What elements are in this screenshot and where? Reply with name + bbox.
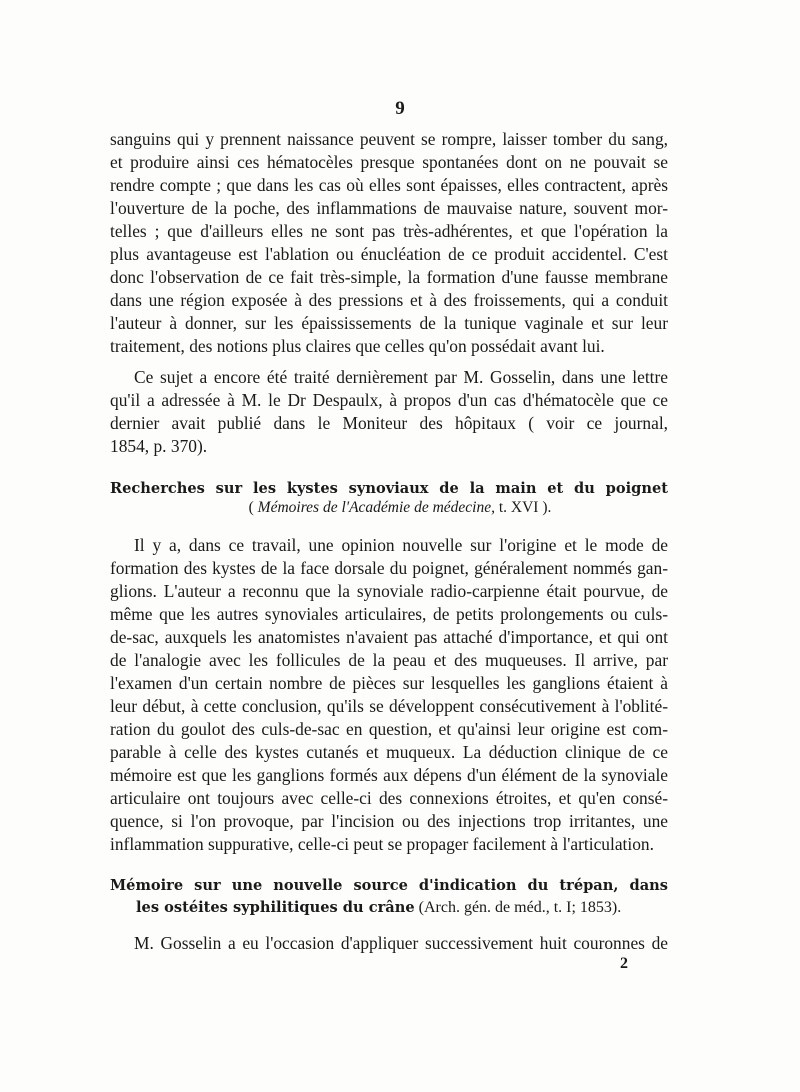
text-line: et produire ainsi ces hématocèles presque spontanées dont on ne pouvait se: [110, 152, 668, 172]
text-line: l'auteur à donner, sur les épaississements de la tunique vaginale et sur leur: [110, 313, 668, 333]
journal-title: Mémoires de l'Académie de médecine,: [257, 499, 495, 516]
text-line: 1854, p. 370).: [110, 436, 208, 456]
text-line: l'examen d'un certain nombre de pièces sur lesquelles les ganglions étaient à: [110, 673, 668, 693]
text-line: dernier avait publié dans le Moniteur des hôpitaux ( voir ce journal,: [110, 413, 668, 433]
text-line: articulaire ont toujours avec celle-ci des connexions étroites, et qu'en consé-: [110, 788, 668, 808]
text-line: qu'il a adressée à M. le Dr Despaulx, à propos d'un cas d'hématocèle que ce: [110, 390, 668, 410]
text-line: quence, si l'on provoque, par l'incision ou des injections trop irritantes, une: [110, 811, 668, 831]
section-reference: ( Mémoires de l'Académie de médecine, t. XVI ).: [248, 499, 552, 516]
text-line: traitement, des notions plus claires que celles qu'on possédait avant lui.: [110, 336, 605, 356]
text-line: inflammation suppurative, celle-ci peut se propager facilement à l'articulation.: [110, 834, 654, 854]
text-line: dans une région exposée à des pressions et à des froissements, qui a conduit: [110, 290, 668, 310]
text-line: Il y a, dans ce travail, une opinion nouvelle sur l'origine et le mode de: [134, 535, 668, 555]
text-line: donc l'observation de ce fait très-simple, la formation d'une fausse membrane: [110, 267, 668, 287]
text-line: ration du goulot des culs-de-sac en question, et qu'ainsi leur origine est com-: [110, 719, 668, 739]
paragraph-kystes-synoviaux: [110, 534, 668, 856]
text-line: mémoire est que les ganglions formés aux dépens d'un élément de la synoviale: [110, 765, 668, 785]
text-line: de l'analogie avec les follicules de la peau et des muqueuses. Il arrive, par: [110, 650, 668, 670]
text-line: sanguins qui y prennent naissance peuvent se rompre, laisser tomber du sang,: [110, 129, 668, 149]
text-line: plus avantageuse est l'ablation ou énucléation de ce produit accidentel. C'est: [110, 244, 668, 264]
signature-mark: 2: [620, 955, 628, 972]
section-heading-trepan-continued: les ostéites syphilitiques du crâne (Arch. gén. de méd., t. I; 1853).: [136, 899, 622, 916]
paragraph-trepan: [110, 932, 668, 955]
text-line: formation des kystes de la face dorsale du poignet, généralement nommés gan-: [110, 558, 668, 578]
text-line: l'ouverture de la poche, des inflammations de mauvaise nature, souvent mor-: [110, 198, 668, 218]
section-reference: (Arch. gén. de méd., t. I; 1853).: [414, 899, 622, 916]
text-line: M. Gosselin a eu l'occasion d'appliquer successivement huit couronnes de: [134, 933, 668, 953]
text-line: parable à celle des kystes cutanés et muqueux. La déduction clinique de ce: [110, 742, 668, 762]
text-line: Ce sujet a encore été traité dernièrement par M. Gosselin, dans une lettre: [134, 367, 668, 387]
page-number: 9: [395, 98, 405, 119]
section-heading-kystes-synoviaux: Recherches sur les kystes synoviaux de la main et du poignet: [110, 480, 668, 497]
text-line: glions. L'auteur a reconnu que la synoviale radio-carpienne était pourvue, de: [110, 581, 668, 601]
text-line: rendre compte ; que dans les cas où elles sont épaisses, elles contractent, après: [110, 175, 668, 195]
text-line: leur début, à cette conclusion, qu'ils se développent consécutivement à l'oblité-: [110, 696, 668, 716]
section-heading-trepan: Mémoire sur une nouvelle source d'indication du trépan, dans: [110, 877, 668, 894]
text-line: même que les autres synoviales articulaires, de petits prolongements ou culs-: [110, 604, 668, 624]
text-line: de-sac, auxquels les anatomistes n'avaient pas attaché d'importance, et qui ont: [110, 627, 668, 647]
text-line: telles ; que d'ailleurs elles ne sont pas très-adhérentes, et que l'opération la: [110, 221, 668, 241]
paragraph-hematocele-conclusion: [110, 128, 668, 358]
paragraph-gosselin-letter: [110, 366, 668, 458]
